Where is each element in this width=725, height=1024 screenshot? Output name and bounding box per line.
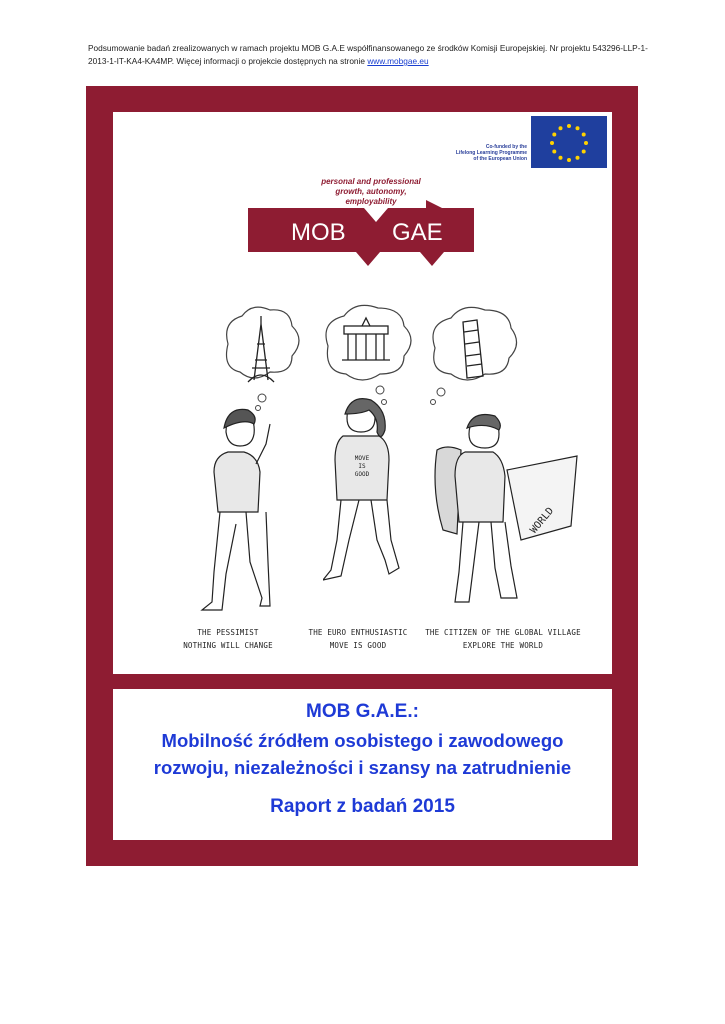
- caption-line: THE CITIZEN OF THE GLOBAL VILLAGE: [425, 628, 581, 637]
- report-subtitle: Raport z badań 2015: [270, 796, 455, 817]
- eu-text-line: Co-funded by the: [485, 144, 527, 150]
- map-text: WORLD: [528, 505, 557, 536]
- eu-cofunded-text: [431, 144, 527, 162]
- eiffel-tower-thought-bubble: [218, 304, 308, 414]
- title-box: [113, 689, 612, 840]
- caption-line: THE EURO ENTHUSIASTIC: [308, 628, 408, 637]
- eu-flag-icon: [531, 116, 607, 168]
- pisa-tower-thought-bubble: [421, 304, 521, 414]
- shirt-text-line: IS: [358, 463, 366, 470]
- tagline-line: employability: [345, 197, 397, 206]
- header-note-text: Podsumowanie badań zrealizowanych w ramach projektu MOB G.A.E współfinansowanego ze środków Komisji Europejskiej. Nr projektu 543296-LLP-1-2013-1-IT-KA4-KA4MP. Więcej informacji o projekcie dostępnych na stronie: [88, 43, 648, 66]
- euro-enthusiastic-caption: [298, 626, 418, 652]
- caption-line: EXPLORE THE WORLD: [462, 641, 544, 650]
- logo-mob-text: MOB: [291, 219, 346, 246]
- report-title-line-2: Mobilność źródłem osobistego i zawodowego: [161, 730, 564, 751]
- euro-enthusiastic-character: [323, 392, 403, 582]
- eu-text-line: of the European Union: [473, 156, 527, 162]
- global-citizen-character: [431, 410, 581, 610]
- global-citizen-caption: [413, 626, 593, 652]
- mobgae-logo: [246, 200, 496, 270]
- pessimist-caption: [173, 626, 283, 652]
- caption-line: MOVE IS GOOD: [329, 641, 387, 650]
- tagline-line: personal and professional: [321, 177, 421, 186]
- report-title-line-1: MOB G.A.E.:: [306, 701, 419, 722]
- cover-illustration: [113, 112, 612, 674]
- project-website-link[interactable]: www.mobgae.eu: [367, 56, 429, 66]
- shirt-text-line: MOVE: [354, 455, 370, 462]
- caption-line: THE PESSIMIST: [197, 628, 259, 637]
- pessimist-character: [198, 404, 278, 614]
- shirt-text-line: GOOD: [354, 471, 370, 478]
- logo-gae-text: GAE: [392, 219, 443, 246]
- caption-line: NOTHING WILL CHANGE: [183, 641, 273, 650]
- tagline-line: growth, autonomy,: [335, 187, 407, 196]
- report-title-line-3: rozwoju, niezależności i szansy na zatrudnienie: [153, 757, 572, 778]
- eu-text-line: Lifelong Learning Programme: [455, 150, 527, 156]
- header-note: [88, 42, 648, 68]
